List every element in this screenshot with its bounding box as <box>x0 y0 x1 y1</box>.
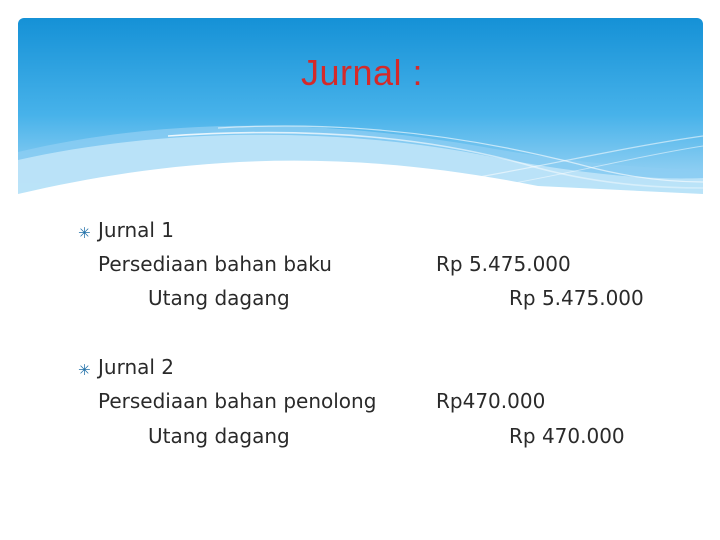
credit-account: Utang dagang <box>148 286 290 310</box>
asterisk-icon: ✳ <box>78 224 91 242</box>
header-wave-graphic <box>18 18 703 194</box>
debit-account: Persediaan bahan baku <box>98 252 332 276</box>
header-banner <box>18 18 703 194</box>
page-title: Jurnal : <box>300 52 424 93</box>
debit-amount: Rp 5.475.000 <box>436 252 571 276</box>
credit-amount: Rp 470.000 <box>509 424 625 448</box>
debit-amount: Rp470.000 <box>436 389 546 413</box>
credit-account: Utang dagang <box>148 424 290 448</box>
debit-account: Persediaan bahan penolong <box>98 389 377 413</box>
entry-heading: Jurnal 2 <box>98 355 175 379</box>
credit-amount: Rp 5.475.000 <box>509 286 644 310</box>
asterisk-icon: ✳ <box>78 361 91 379</box>
entry-heading: Jurnal 1 <box>98 218 175 242</box>
